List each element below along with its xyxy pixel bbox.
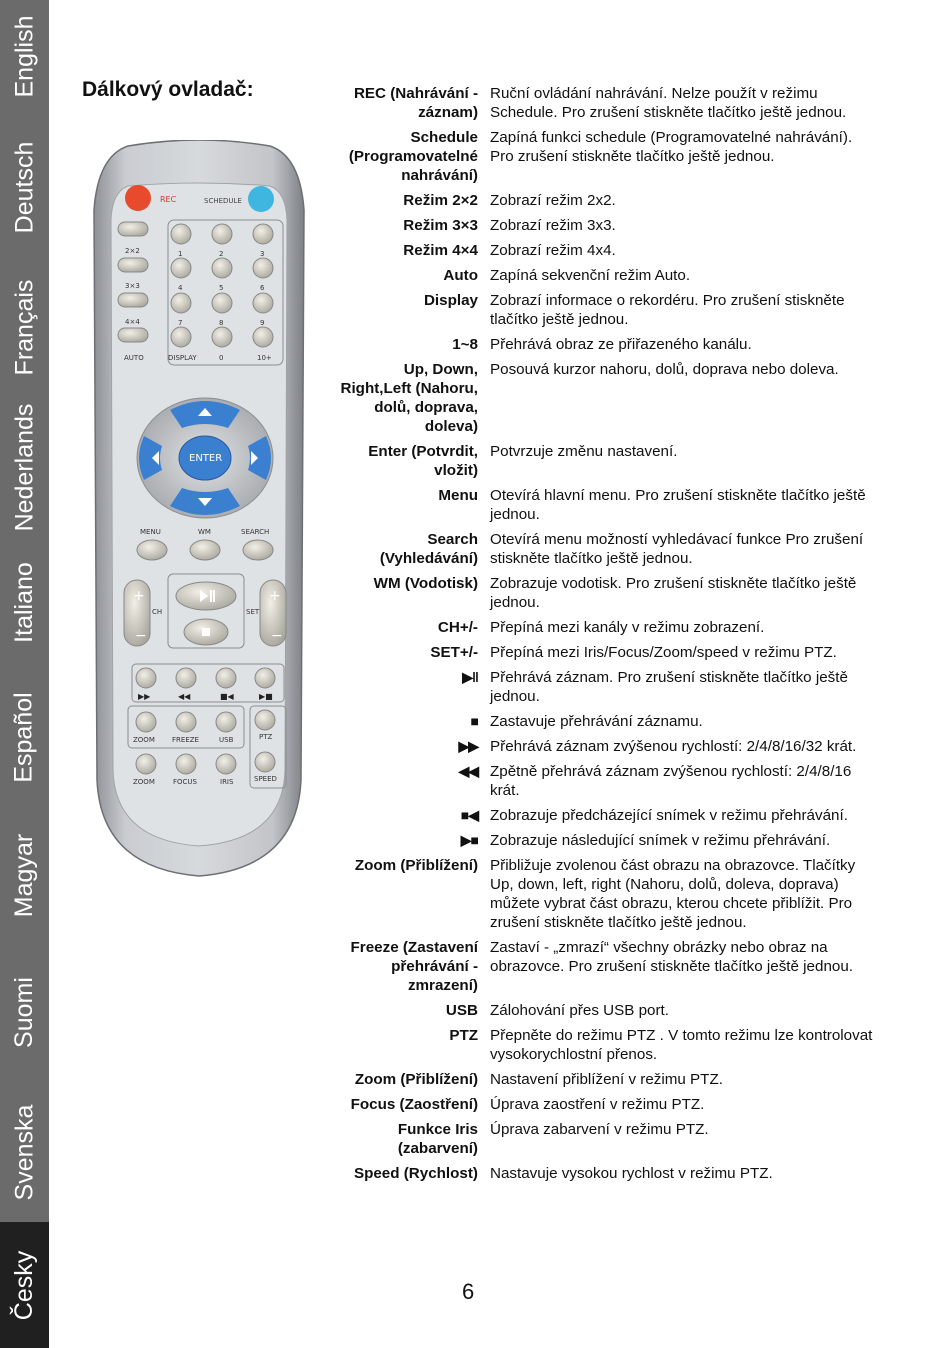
svg-text:−: − [135, 628, 147, 644]
row-term: 1~8 [452, 336, 478, 353]
lang-tab-label: Français [10, 279, 38, 375]
row-desc: Zastavuje přehrávání záznamu. [490, 713, 703, 730]
lang-tab-english[interactable] [0, 0, 49, 112]
row-term: Režim 2×2 [403, 192, 478, 209]
list-item [335, 938, 880, 995]
row-desc: Přepíná mezi kanály v režimu zobrazení. [490, 619, 765, 636]
mode-3-label: 3×3 [125, 282, 140, 290]
list-item [335, 241, 880, 260]
svg-text:■◀: ■◀ [220, 692, 234, 701]
list-item [335, 191, 880, 210]
list-item [335, 643, 880, 662]
row-term: Up, Down, Right,Left (Nahoru, dolů, doprava, doleva) [340, 361, 478, 435]
row-desc: Přepněte do režimu PTZ . V tomto režimu lze kontrolovat vysokorychlostní přenos. [490, 1027, 873, 1063]
row-term: Menu [438, 487, 478, 504]
schedule-label: SCHEDULE [204, 197, 242, 205]
list-item [335, 856, 880, 932]
row-term: Režim 3×3 [403, 217, 478, 234]
lang-tab-suomi[interactable] [0, 955, 49, 1070]
row-desc: Otevírá menu možností vyhledávací funkce Pro zrušení stiskněte tlačítko ještě jednou. [490, 531, 864, 567]
lang-tab-label: Nederlands [10, 403, 39, 531]
lang-tab-magyar[interactable] [0, 815, 49, 935]
list-item [335, 831, 880, 850]
language-sidebar [0, 0, 49, 1348]
row-desc: Nastavení přiblížení v režimu PTZ. [490, 1071, 723, 1088]
row-term: Enter (Potvrdit, vložit) [368, 443, 478, 479]
row-desc: Zobrazuje předcházející snímek v režimu přehrávání. [490, 807, 848, 824]
lang-tab-label: Italiano [10, 562, 38, 643]
list-item [335, 335, 880, 354]
rec-button [125, 185, 151, 211]
list-item [335, 1164, 880, 1183]
lang-tab-label: Svenska [10, 1104, 39, 1201]
list-item [335, 216, 880, 235]
mode-2-label: 2×2 [125, 247, 140, 255]
list-item [335, 1026, 880, 1064]
menu-label: MENU [140, 528, 161, 536]
list-item [335, 668, 880, 706]
list-item [335, 530, 880, 568]
list-item [335, 1095, 880, 1114]
list-item [335, 360, 880, 436]
row-desc: Zálohování přes USB port. [490, 1002, 669, 1019]
list-item [335, 737, 880, 756]
fast-forward-icon: ▶▶ [458, 738, 478, 754]
row-term: Focus (Zaostření) [350, 1096, 478, 1113]
page-number: 6 [462, 1279, 475, 1304]
lang-tab-label: Česky [10, 1250, 38, 1320]
list-item [335, 442, 880, 480]
play-pause-icon: ▶‖ [462, 669, 478, 685]
lang-tab-deutsch[interactable] [0, 122, 49, 252]
row-desc: Ruční ovládání nahrávání. Nelze použít v režimu Schedule. Pro zrušení stiskněte tlačítko ještě jednou. [490, 85, 847, 121]
usb-label: USB [219, 736, 234, 744]
lang-tab-cesky[interactable] [0, 1222, 49, 1348]
digit-6-label: 6 [260, 284, 265, 292]
page-title: Dálkový ovladač: [82, 78, 254, 101]
row-term: Režim 4×4 [403, 242, 478, 259]
lang-tab-svenska[interactable] [0, 1085, 49, 1220]
row-desc: Přehrává záznam. Pro zrušení stiskněte tlačítko ještě jednou. [490, 669, 848, 705]
row-term: Zoom (Přiblížení) [354, 857, 478, 874]
row-desc: Přehrává záznam zvýšenou rychlostí: 2/4/8/16/32 krát. [490, 738, 857, 755]
digit-2-label: 2 [219, 250, 224, 258]
dpad [137, 398, 273, 518]
list-item [335, 712, 880, 731]
row-desc: Zapíná sekvenční režim Auto. [490, 267, 691, 284]
row-desc: Potvrzuje změnu nastavení. [490, 443, 678, 460]
freeze-label: FREEZE [172, 736, 199, 744]
row-desc: Zobrazuje následující snímek v režimu přehrávání. [490, 832, 831, 849]
row-desc: Nastavuje vysokou rychlost v režimu PTZ. [490, 1165, 773, 1182]
stop-icon: ■ [470, 713, 478, 729]
digit-5-label: 5 [219, 284, 224, 292]
svg-text:▶■: ▶■ [259, 692, 273, 701]
row-desc: Otevírá hlavní menu. Pro zrušení stiskněte tlačítko ještě jednou. [490, 487, 866, 523]
row-desc: Zastaví - „zmrazí“ všechny obrázky nebo obraz na obrazovce. Pro zrušení stiskněte tlačítko ještě jednou. [490, 939, 854, 975]
row-desc: Posouvá kurzor nahoru, dolů, doprava nebo doleva. [490, 361, 839, 378]
svg-text:▶▶: ▶▶ [138, 692, 151, 701]
row-desc: Úprava zabarvení v režimu PTZ. [490, 1121, 709, 1138]
wm-label: WM [198, 528, 211, 536]
iris-label: IRIS [220, 778, 234, 786]
ch-label: CH [152, 608, 163, 616]
display-label: DISPLAY [168, 354, 197, 362]
row-desc: Zpětně přehrává záznam zvýšenou rychlostí: 2/4/8/16 krát. [490, 763, 852, 799]
next-frame-icon: ▶■ [460, 832, 478, 848]
list-item [335, 1070, 880, 1089]
mode-4-label: 4×4 [125, 318, 140, 326]
svg-text:◀◀: ◀◀ [178, 692, 191, 701]
speed-label: SPEED [254, 775, 277, 783]
schedule-button [248, 186, 274, 212]
rec-label: REC [160, 195, 177, 204]
lang-tab-label: Magyar [10, 833, 38, 917]
row-desc: Zapíná funkci schedule (Programovatelné nahrávání). Pro zrušení stiskněte tlačítko ještě jednou. [490, 129, 853, 165]
list-item [335, 574, 880, 612]
auto-label: AUTO [124, 354, 144, 362]
digit-4-label: 4 [178, 284, 183, 292]
row-term: PTZ [449, 1027, 478, 1044]
digit-1-label: 1 [178, 250, 183, 258]
row-desc: Zobrazí režim 4x4. [490, 242, 616, 259]
list-item [335, 291, 880, 329]
svg-text:+: + [133, 588, 145, 604]
remote-control-image [88, 140, 310, 880]
digit-10plus-label: 10+ [257, 354, 272, 362]
lang-tab-nederlands[interactable] [0, 392, 49, 542]
search-label: SEARCH [241, 528, 270, 536]
lang-tab-francais[interactable] [0, 262, 49, 392]
row-term: CH+/- [437, 619, 478, 636]
rewind-icon: ◀◀ [458, 763, 478, 779]
zoom2-label: ZOOM [133, 778, 155, 786]
digit-0-label: 0 [219, 354, 224, 362]
svg-text:+: + [269, 588, 281, 604]
digit-8-label: 8 [219, 319, 224, 327]
enter-label: ENTER [189, 453, 223, 464]
button-description-list [335, 84, 880, 1189]
lang-tab-label: Español [10, 692, 39, 783]
row-term: Freeze (Zastavení přehrávání - zmrazení) [350, 939, 478, 994]
list-item [335, 618, 880, 637]
digit-7-label: 7 [178, 319, 183, 327]
row-term: Display [423, 292, 478, 309]
zoom-label: ZOOM [133, 736, 155, 744]
menu-buttons [137, 528, 273, 560]
lang-tab-label: English [10, 15, 38, 97]
list-item [335, 486, 880, 524]
list-item [335, 84, 880, 122]
list-item [335, 762, 880, 800]
row-desc: Úprava zaostření v režimu PTZ. [490, 1096, 705, 1113]
lang-tab-label: Suomi [10, 977, 38, 1048]
row-desc: Zobrazí režim 2x2. [490, 192, 616, 209]
ptz-label: PTZ [259, 733, 273, 741]
row-desc: Přehrává obraz ze přiřazeného kanálu. [490, 336, 752, 353]
row-term: WM (Vodotisk) [373, 575, 478, 592]
focus-label: FOCUS [173, 778, 197, 786]
lang-tab-label: Deutsch [10, 141, 38, 233]
list-item [335, 1001, 880, 1020]
row-term: SET+/- [430, 644, 478, 661]
svg-text:−: − [271, 628, 283, 644]
set-label: SET [246, 608, 260, 616]
digit-3-label: 3 [260, 250, 265, 258]
row-term: USB [445, 1002, 478, 1019]
list-item [335, 128, 880, 185]
row-desc: Zobrazuje vodotisk. Pro zrušení stiskněte tlačítko ještě jednou. [490, 575, 857, 611]
row-term: Speed (Rychlost) [353, 1165, 478, 1182]
list-item [335, 266, 880, 285]
list-item [335, 806, 880, 825]
row-desc: Přepíná mezi Iris/Focus/Zoom/speed v režimu PTZ. [490, 644, 837, 661]
row-desc: Zobrazí režim 3x3. [490, 217, 616, 234]
lang-tab-italiano[interactable] [0, 545, 49, 660]
row-term: Schedule (Programovatelné nahrávání) [348, 129, 478, 184]
list-item [335, 1120, 880, 1158]
row-desc: Přibližuje zvolenou část obrazu na obrazovce. Tlačítky Up, down, left, right (Nahoru, dolů, doleva, doprava) můžete vybrat část obrazu, kterou chcete přiblížit. Pro zrušení stiskněte tlačítko ještě jednou. [490, 857, 856, 931]
digit-9-label: 9 [260, 319, 265, 327]
row-term: Search (Vyhledávání) [379, 531, 478, 567]
row-term: REC (Nahrávání - záznam) [353, 85, 478, 121]
lang-tab-espanol[interactable] [0, 675, 49, 800]
row-term: Auto [443, 267, 478, 284]
row-term: Funkce Iris (zabarvení) [397, 1121, 478, 1157]
row-desc: Zobrazí informace o rekordéru. Pro zrušení stiskněte tlačítko ještě jednou. [490, 292, 845, 328]
previous-frame-icon: ■◀ [460, 807, 478, 823]
row-term: Zoom (Přiblížení) [354, 1071, 478, 1088]
